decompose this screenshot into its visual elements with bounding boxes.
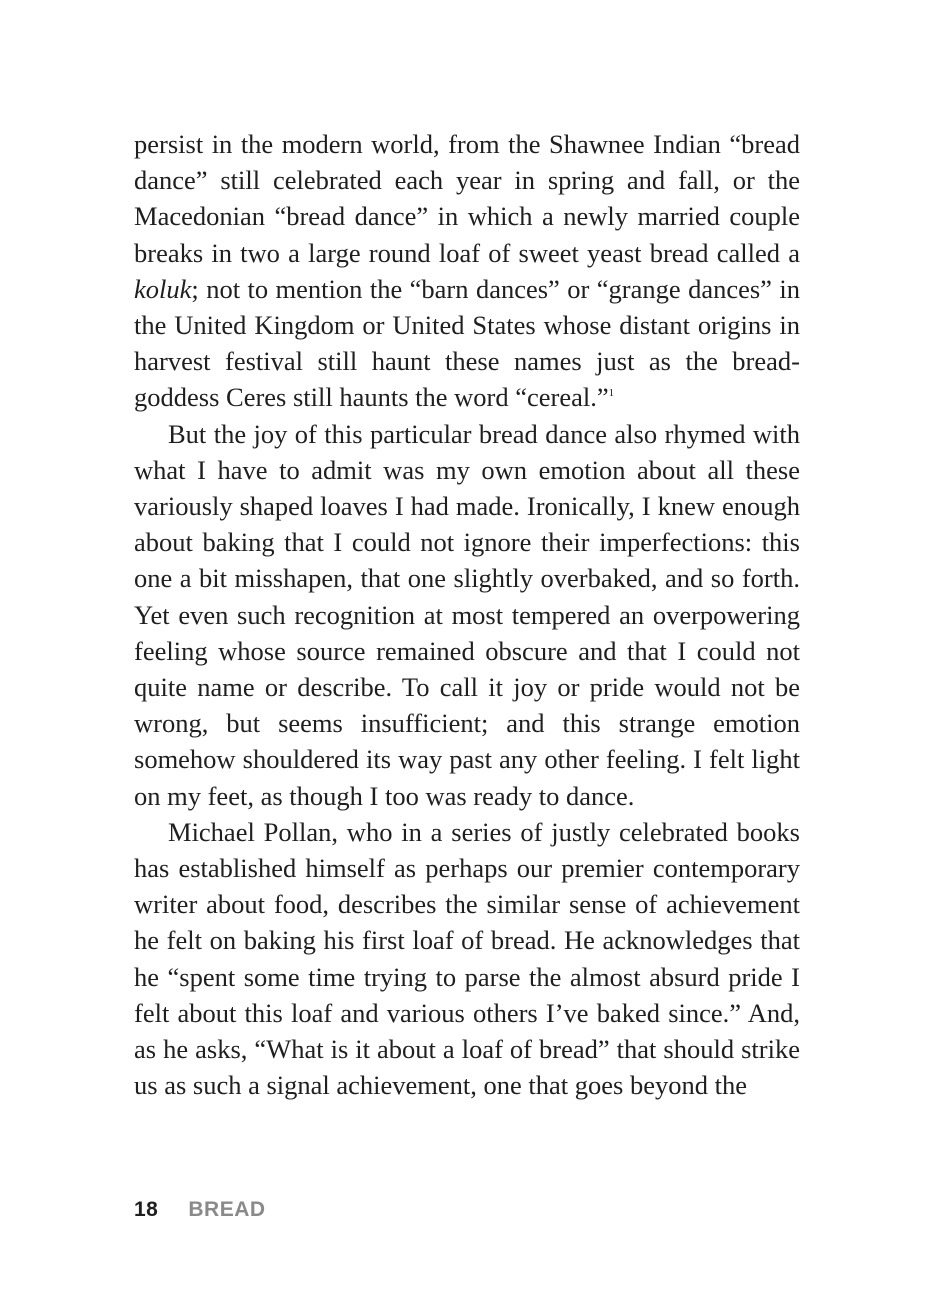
paragraph-2-text: But the joy of this particular bread dance also rhymed with what I have to admit was my own emotion about all these variously shaped loaves I had made. Ironically, I knew enough about baking that I could not ignore their imperfections: this one a bit misshapen, that one slightly overbaked, and so forth. Yet even such recognition at most tempered an overpowering feeling whose source remained obscure and that I could not quite name or describe. To call it joy or pride would not be wrong, but seems insufficient; and this strange emotion somehow shouldered its way past any other feeling. I felt light on my feet, as though I too was ready to dance.: [134, 418, 800, 811]
paragraph-1-text-b: ; not to mention the “barn dances” or “grange dances” in the United Kingdom or United States whose distant origins in harvest festival still haunt these names just as the bread-goddess Ceres still haunts the word “cereal.”: [134, 273, 800, 413]
footnote-marker[interactable]: 1: [608, 387, 615, 400]
paragraph-2: [134, 416, 800, 814]
page-number: 18: [134, 1198, 159, 1221]
italic-term-koluk: koluk: [134, 273, 192, 304]
paragraph-1: [134, 126, 800, 416]
paragraph-3-text: Michael Pollan, who in a series of justly celebrated books has established himself as perhaps our premier contemporary writer about food, describes the similar sense of achievement he felt on baking his first loaf of bread. He acknowledges that he “spent some time trying to parse the almost absurd pride I felt about this loaf and various others I’ve baked since.” And, as he asks, “What is it about a loaf of bread” that should strike us as such a signal achievement, one that goes beyond the: [134, 816, 800, 1101]
paragraph-1-text-a: persist in the modern world, from the Shawnee Indian “bread dance” still celebrated each year in spring and fall, or the Macedonian “bread dance” in which a newly married couple breaks in two a large round loaf of sweet yeast bread called a: [134, 129, 800, 268]
paragraph-3: [134, 814, 800, 1104]
body-text: [134, 126, 800, 1103]
page-footer: [134, 1196, 266, 1224]
running-head: BREAD: [188, 1198, 266, 1221]
